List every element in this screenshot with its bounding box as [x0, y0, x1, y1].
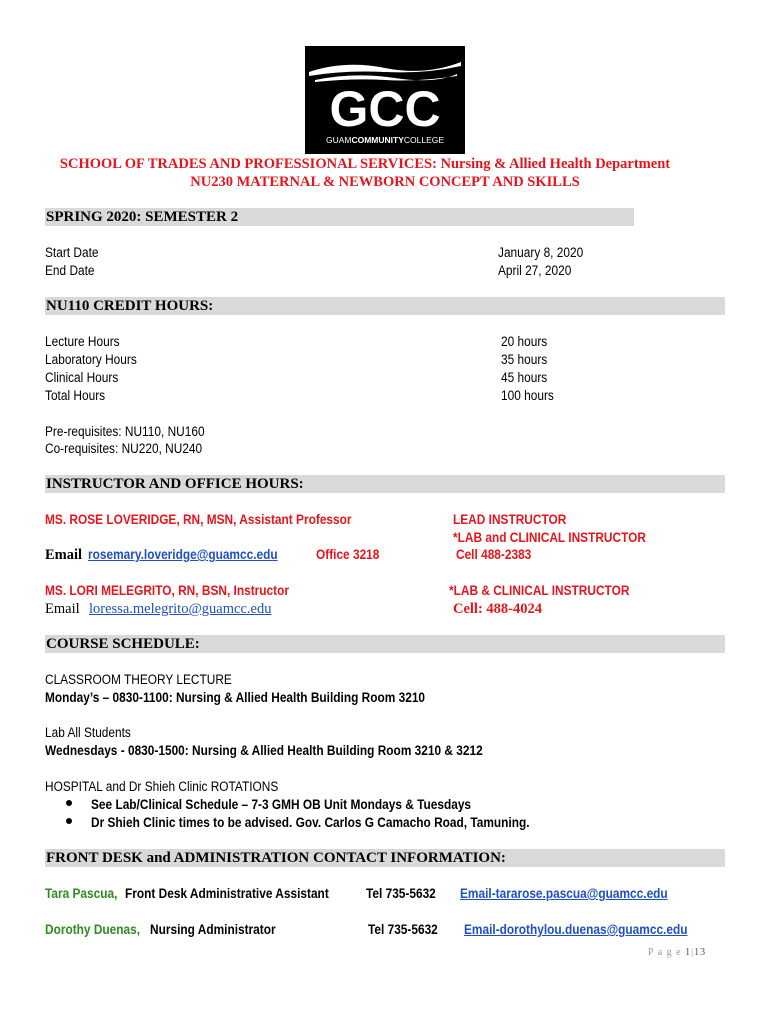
total-hours-value: 100 hours	[501, 388, 554, 403]
lecture-title: CLASSROOM THEORY LECTURE	[45, 672, 232, 687]
contact-2-name: Dorothy Duenas,	[45, 922, 141, 937]
total-hours-label: Total Hours	[45, 388, 106, 403]
page-number	[648, 947, 706, 958]
contact-1-name: Tara Pascua,	[45, 886, 118, 901]
contacts-heading: FRONT DESK and ADMINISTRATION CONTACT INFORMATION:	[46, 850, 506, 866]
contact-2-tel: Tel 735-5632	[368, 922, 438, 937]
logo-tagline: GUAMCOMMUNITYCOLLEGE	[325, 135, 445, 145]
hospital-title: HOSPITAL and Dr Shieh Clinic ROTATIONS	[45, 779, 279, 794]
logo-letters: GCC	[329, 81, 441, 137]
schedule-heading: COURSE SCHEDULE:	[46, 636, 200, 652]
instructor-1-role-lead: LEAD INSTRUCTOR	[453, 512, 567, 527]
clinical-hours-value: 45 hours	[501, 370, 548, 385]
semester-heading: SPRING 2020: SEMESTER 2	[46, 209, 239, 225]
instructor-heading: INSTRUCTOR AND OFFICE HOURS:	[46, 476, 304, 492]
lab-hours-label: Laboratory Hours	[45, 352, 137, 367]
start-date-value: January 8, 2020	[498, 245, 584, 260]
gcc-logo	[305, 46, 465, 154]
instructor-1-email-label: Email	[45, 547, 83, 563]
contact-1-role: Front Desk Administrative Assistant	[125, 886, 329, 901]
instructor-1-office: Office 3218	[316, 547, 380, 562]
end-date-label: End Date	[45, 263, 95, 278]
page-current: 1	[685, 947, 692, 958]
instructor-2-email-link[interactable]: loressa.melegrito@guamcc.edu	[89, 601, 272, 617]
contact-1-tel: Tel 735-5632	[366, 886, 436, 901]
lecture-hours-value: 20 hours	[501, 334, 548, 349]
title-line-1: SCHOOL OF TRADES AND PROFESSIONAL SERVICES: Nursing & Allied Health Department	[59, 156, 671, 172]
bullet-dot	[66, 818, 72, 824]
gcc-logo-graphic	[305, 46, 465, 154]
page-label: P a g e	[648, 947, 682, 958]
contact-1-email-link[interactable]: Email-tararose.pascua@guamcc.edu	[460, 886, 668, 901]
credit-heading: NU110 CREDIT HOURS:	[46, 298, 214, 314]
corequisites: Co-requisites: NU220, NU240	[45, 441, 203, 456]
instructor-1-cell: Cell 488-2383	[456, 547, 532, 562]
page-total: 13	[694, 947, 707, 958]
lab-detail: Wednesdays - 0830-1500: Nursing & Allied Health Building Room 3210 & 3212	[45, 743, 483, 758]
instructor-2-cell: Cell: 488-4024	[453, 601, 542, 617]
schedule-bullet-2: Dr Shieh Clinic times to be advised. Gov. Carlos G Camacho Road, Tamuning.	[91, 815, 530, 830]
lecture-detail: Monday’s – 0830-1100: Nursing & Allied Health Building Room 3210	[45, 690, 426, 705]
lecture-hours-label: Lecture Hours	[45, 334, 120, 349]
contact-2-role: Nursing Administrator	[150, 922, 276, 937]
schedule-bullet-1: See Lab/Clinical Schedule – 7-3 GMH OB Unit Mondays & Tuesdays	[91, 797, 472, 812]
page-separator: |	[691, 947, 695, 958]
lab-hours-value: 35 hours	[501, 352, 548, 367]
instructor-2-name: MS. LORI MELEGRITO, RN, BSN, Instructor	[45, 583, 289, 598]
end-date-value: April 27, 2020	[498, 263, 572, 278]
prerequisites: Pre-requisites: NU110, NU160	[45, 424, 205, 439]
instructor-2-role: *LAB & CLINICAL INSTRUCTOR	[449, 583, 630, 598]
clinical-hours-label: Clinical Hours	[45, 370, 119, 385]
title-line-2: NU230 MATERNAL & NEWBORN CONCEPT AND SKILLS	[190, 174, 580, 190]
start-date-label: Start Date	[45, 245, 99, 260]
contact-2-email-link[interactable]: Email-dorothylou.duenas@guamcc.edu	[464, 922, 688, 937]
lab-title: Lab All Students	[45, 725, 131, 740]
bullet-dot	[66, 800, 72, 806]
instructor-1-email-link[interactable]: rosemary.loveridge@guamcc.edu	[88, 547, 278, 562]
instructor-1-name: MS. ROSE LOVERIDGE, RN, MSN, Assistant Professor	[45, 512, 352, 527]
instructor-1-role-lab: *LAB and CLINICAL INSTRUCTOR	[453, 530, 646, 545]
instructor-2-email-label: Email	[45, 601, 80, 617]
